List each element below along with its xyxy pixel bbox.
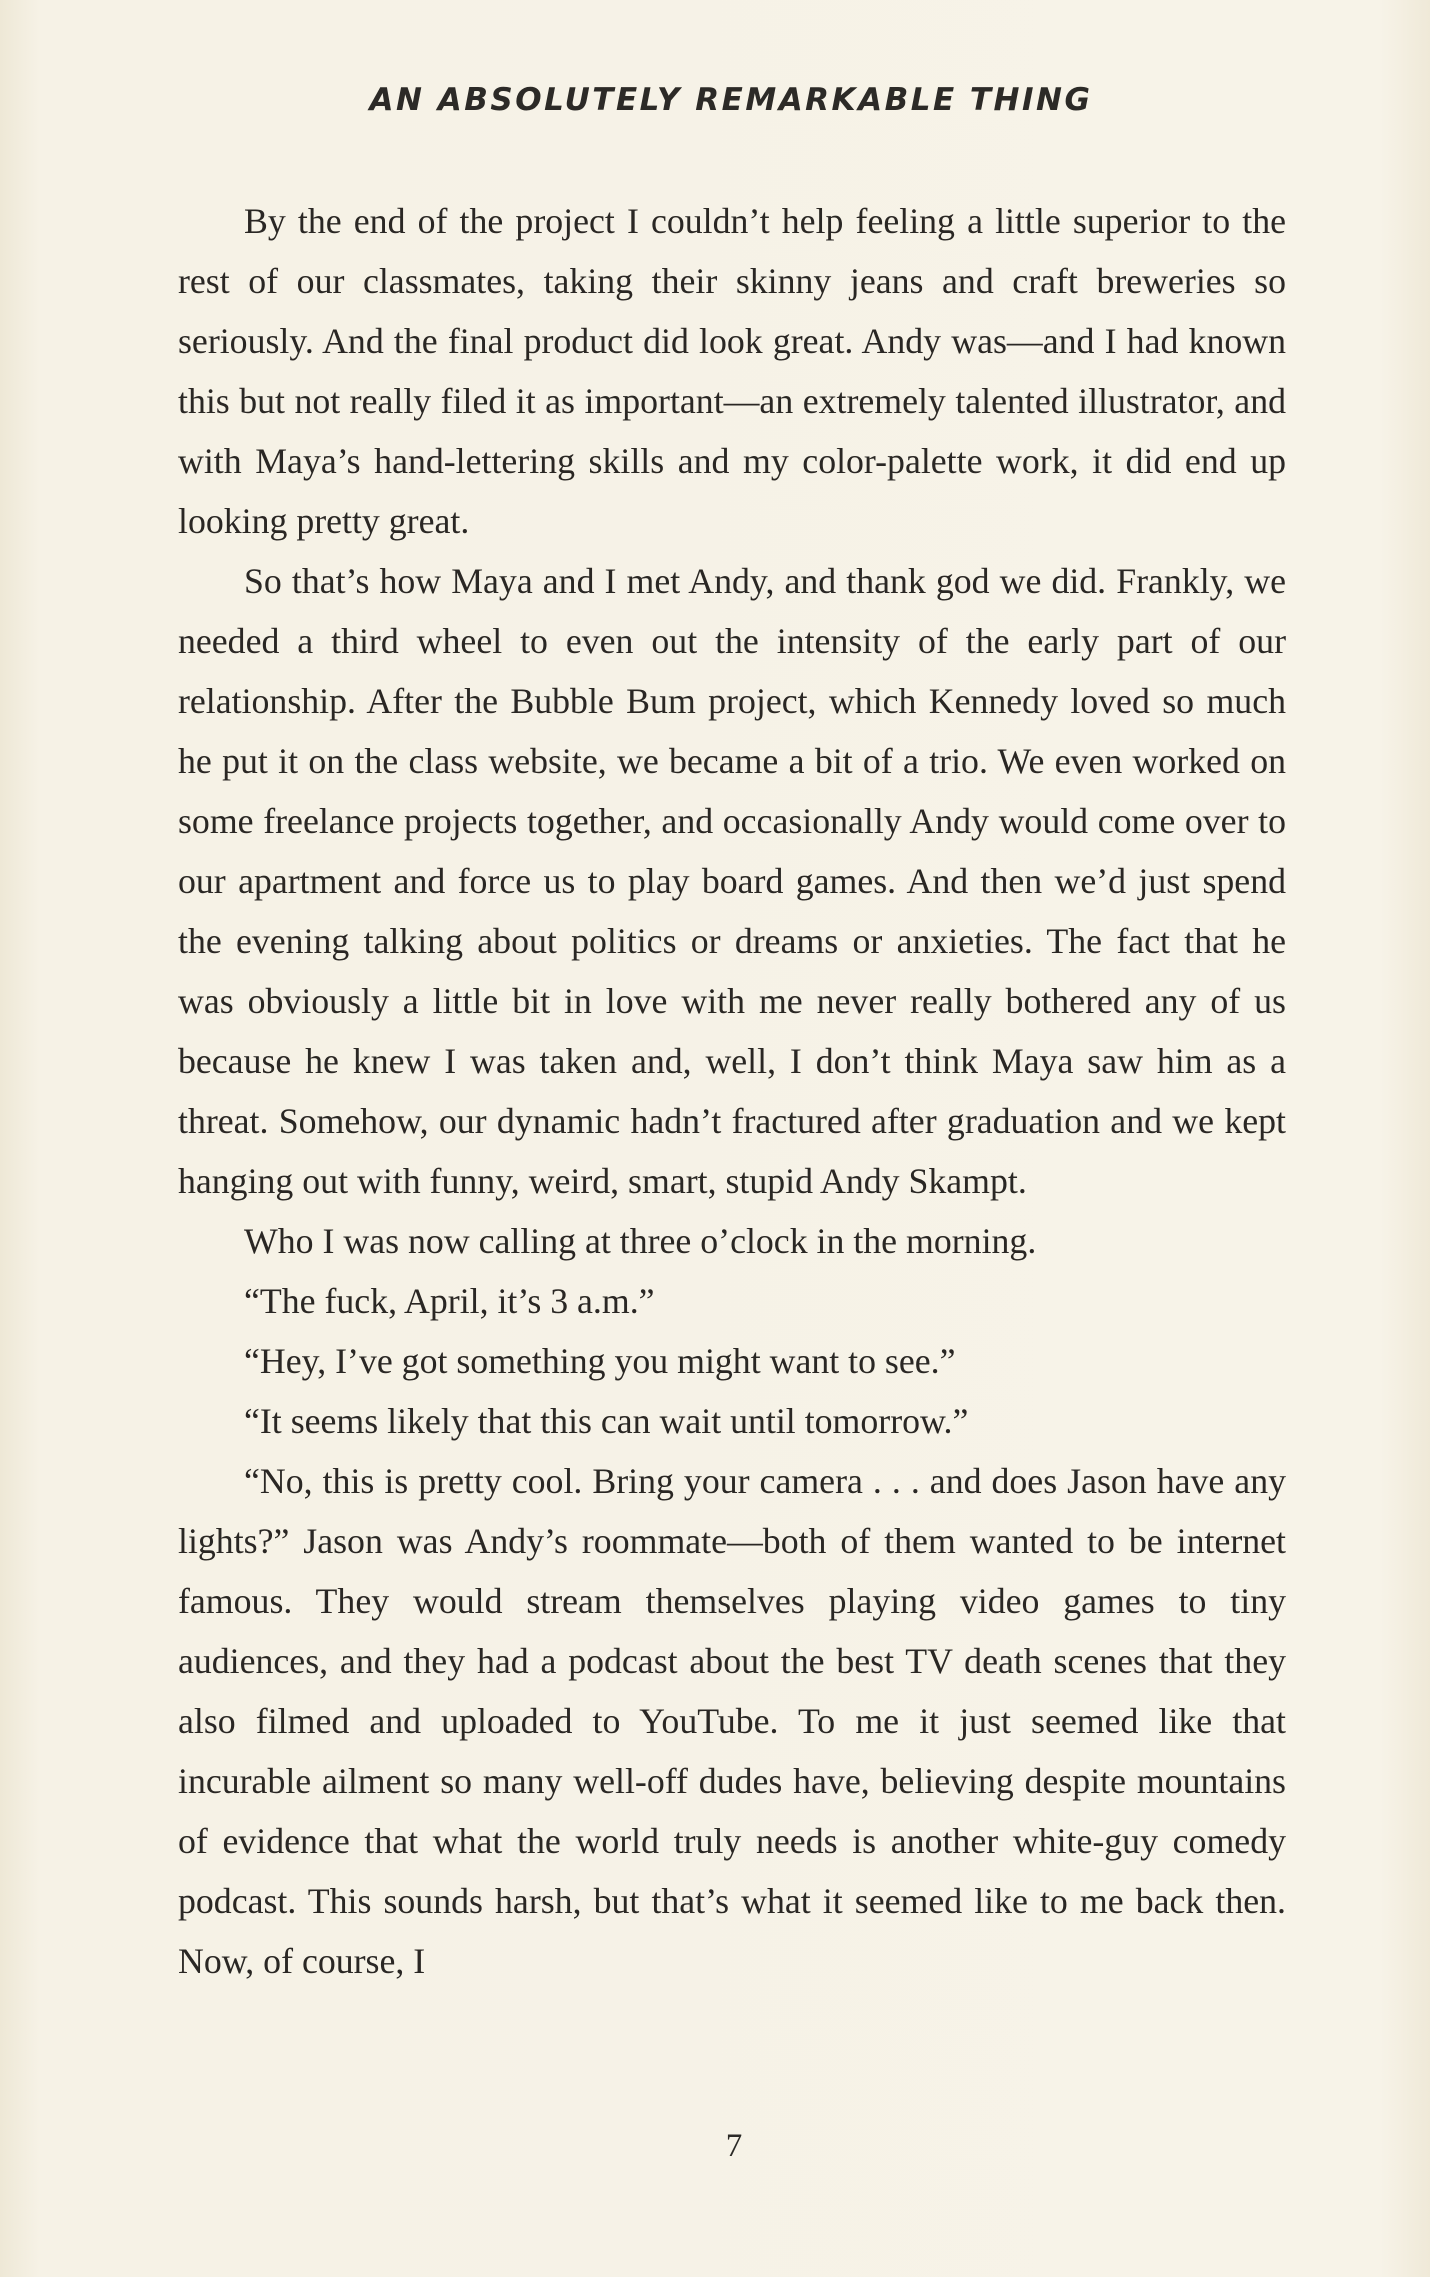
paragraph: “The fuck, April, it’s 3 a.m.” (244, 1281, 655, 1321)
running-head: AN ABSOLUTELY REMARKABLE THING (369, 82, 1093, 118)
body-text (178, 191, 1286, 1991)
page-number: 7 (725, 2128, 743, 2164)
paragraph: So that’s how Maya and I met Andy, and thank god we did. Frankly, we needed a third wheel to even out the intensity of the early part of our relationship. After the Bubble Bum project, which Kennedy loved so much he put it on the class website, we became a bit of a trio. We even worked on some freelance projects together, and occasionally Andy would come over to our apartment and force us to play board games. And then we’d just spend the evening talking about politics or dreams or anxieties. The fact that he was obviously a little bit in love with me never really bothered any of us because he knew I was taken and, well, I don’t think Maya saw him as a threat. Somehow, our dynamic hadn’t fractured after graduation and we kept hanging out with funny, weird, smart, stupid Andy Skampt. (178, 561, 1286, 1201)
paragraph: “It seems likely that this can wait until tomorrow.” (244, 1401, 969, 1441)
paragraph: By the end of the project I couldn’t help feeling a little superior to the rest of our classmates, taking their skinny jeans and craft breweries so seriously. And the final product did look great. Andy was—and I had known this but not really filed it as important—an extremely talented illustrator, and with Maya’s hand-lettering skills and my color-palette work, it did end up looking pretty great. (178, 201, 1286, 541)
paragraph: “No, this is pretty cool. Bring your camera . . . and does Jason have any lights?” Jason was Andy’s roommate—both of them wanted to be internet famous. They would stream themselves playing video games to tiny audiences, and they had a podcast about the best TV death scenes that they also filmed and uploaded to YouTube. To me it just seemed like that incurable ailment so many well-off dudes have, believing despite mountains of evidence that what the world truly needs is another white-guy comedy podcast. This sounds harsh, but that’s what it seemed like to me back then. Now, of course, I (178, 1461, 1286, 1981)
paragraph: “Hey, I’ve got something you might want to see.” (244, 1341, 956, 1381)
paragraph: Who I was now calling at three o’clock in the morning. (244, 1221, 1037, 1261)
